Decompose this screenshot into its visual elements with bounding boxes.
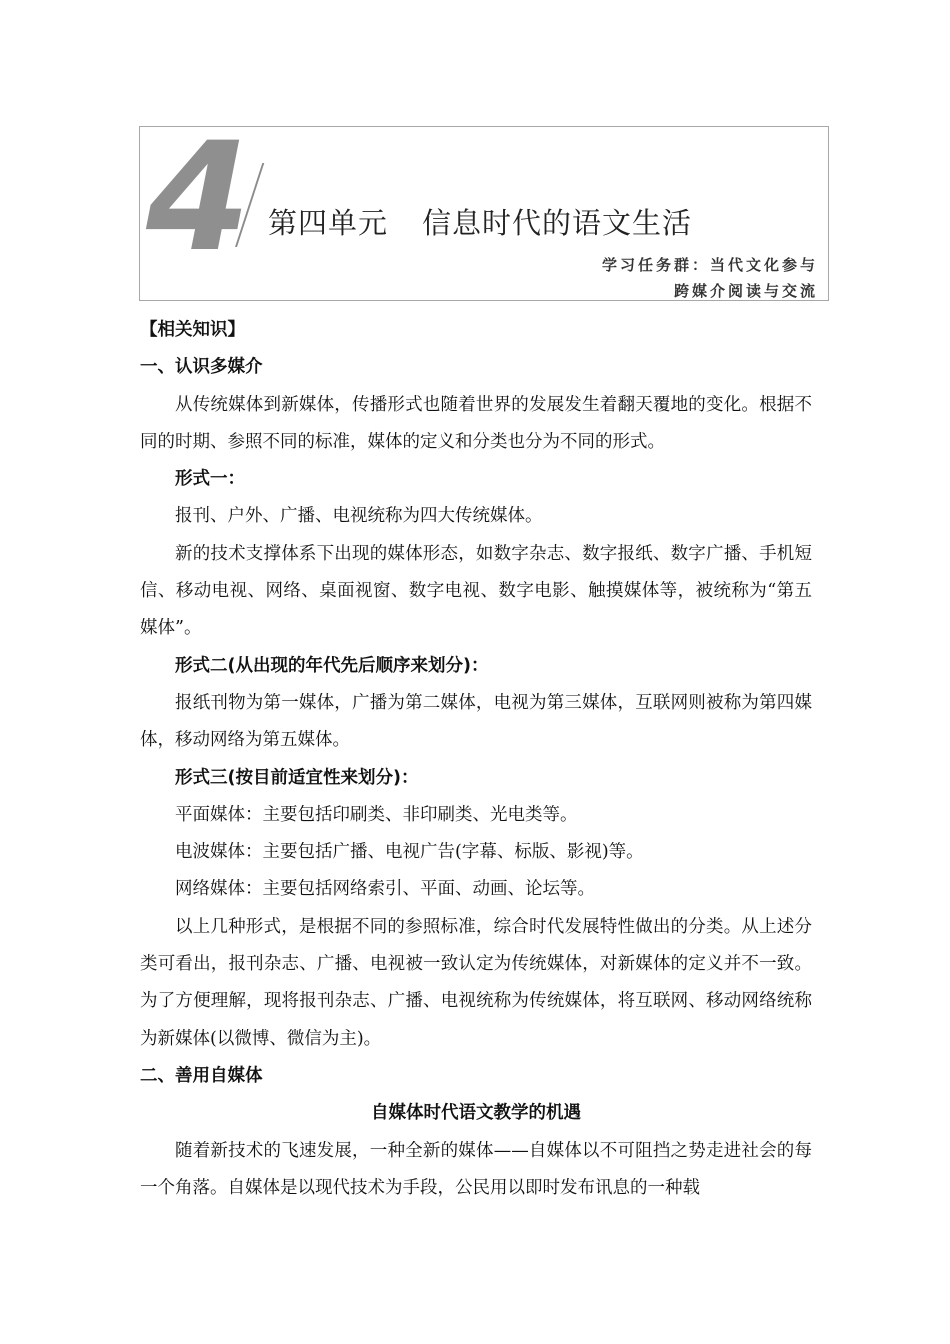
task-group-subline: 跨媒介阅读与交流 (673, 282, 818, 300)
form-3-paragraph-2: 电波媒体：主要包括广播、电视广告(字幕、标版、影视)等。 (175, 842, 644, 863)
form-2-heading: 形式二(从出现的年代先后顺序来划分)： (175, 655, 489, 676)
form-1-heading: 形式一： (175, 469, 245, 490)
section-1-heading: 一、认识多媒介 (140, 357, 263, 378)
form-1-paragraph-2: 新的技术支撑体系下出现的媒体形态，如数字杂志、数字报纸、数字广播、手机短信、移动电视、网络、桌面视窗、数字电视、数字电影、触摸媒体等，被统称为“第五媒体”。 (140, 543, 812, 639)
article-paragraph-1: 随着新技术的飞速发展，一种全新的媒体——自媒体以不可阻挡之势走进社会的每一个角落。自媒体是以现代技术为手段，公民用以即时发布讯息的一种载 (140, 1140, 812, 1198)
unit-title-text: 信息时代的语文生活 (422, 206, 693, 240)
related-knowledge-heading: 【相关知识】 (140, 320, 245, 340)
unit-label: 第四单元 (268, 206, 389, 240)
document-body (140, 312, 812, 1207)
unit-number: 4 (146, 111, 247, 285)
unit-banner (139, 111, 829, 301)
section-2-heading: 二、善用自媒体 (140, 1065, 263, 1086)
form-2-paragraph: 报纸刊物为第一媒体，广播为第二媒体，电视为第三媒体，互联网则被称为第四媒体，移动网络为第五媒体。 (140, 692, 812, 751)
form-3-paragraph-1: 平面媒体：主要包括印刷类、非印刷类、光电类等。 (175, 804, 578, 825)
form-3-paragraph-3: 网络媒体：主要包括网络索引、平面、动画、论坛等。 (175, 879, 595, 900)
section-1-paragraph: 从传统媒体到新媒体，传播形式也随着世界的发展发生着翻天覆地的变化。根据不同的时期、参照不同的标准，媒体的定义和分类也分为不同的形式。 (140, 394, 812, 452)
task-group-line: 学习任务群：当代文化参与 (601, 256, 818, 274)
summary-paragraph: 以上几种形式，是根据不同的参照标准，综合时代发展特性做出的分类。从上述分类可看出，报刊杂志、广播、电视被一致认定为传统媒体，对新媒体的定义并不一致。为了方便理解，现将报刊杂志、广播、电视统称为传统媒体，将互联网、移动网络统称为新媒体(以微博、微信为主)。 (140, 916, 812, 1049)
form-3-heading: 形式三(按目前适宜性来划分)： (175, 767, 419, 788)
form-1-paragraph-1: 报刊、户外、广播、电视统称为四大传统媒体。 (175, 506, 543, 527)
unit-title (268, 201, 692, 242)
article-title: 自媒体时代语文教学的机遇 (371, 1103, 581, 1124)
